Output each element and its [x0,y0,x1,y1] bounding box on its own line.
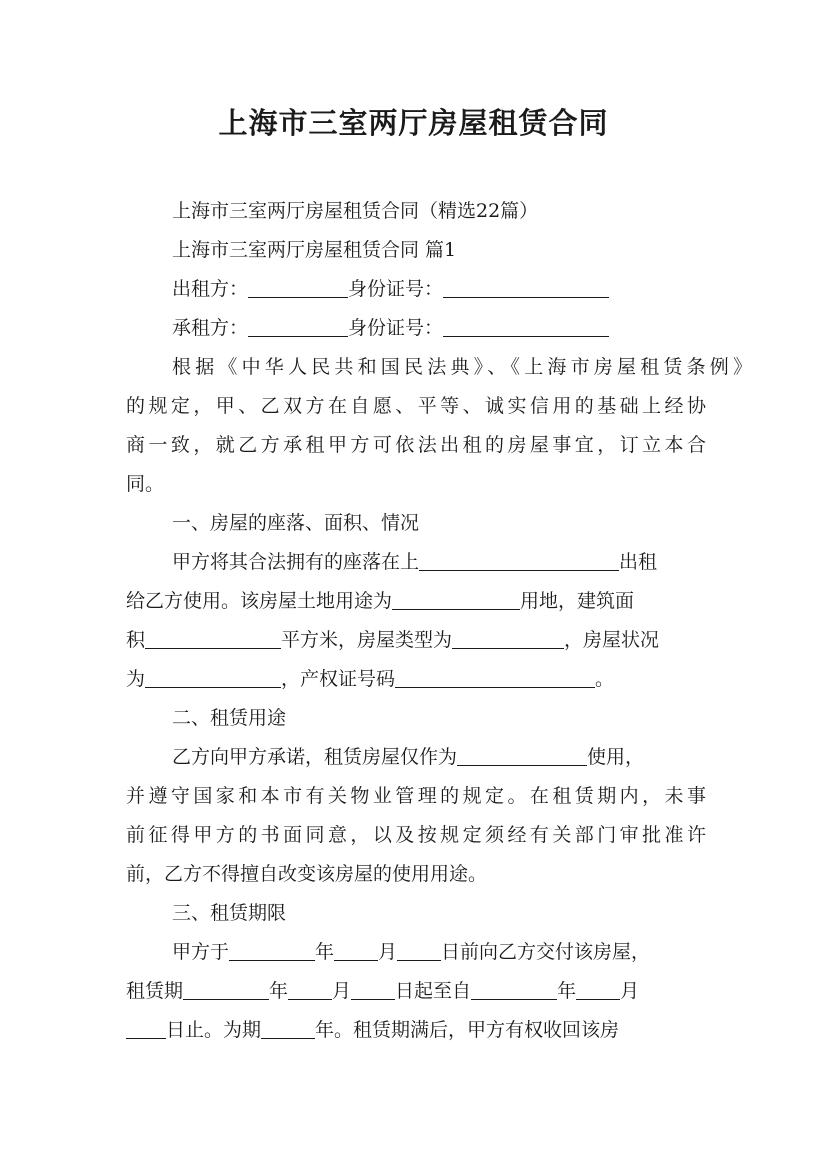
p2-text-b: 使用， [587,746,645,768]
document-subtitle: 上海市三室两厅房屋租赁合同（精选22篇） [172,200,539,222]
p1-line-1 [126,545,752,579]
start-month-blank [288,979,332,1000]
p3-line-1 [126,935,752,969]
p3-line-2 [126,974,706,1008]
house-condition-blank [145,667,281,688]
start-day-blank [351,979,395,1000]
lessor-line [126,272,752,306]
p2-line-4: 前，乙方不得擅自改变该房屋的使用用途。 [126,863,488,885]
p1-text-f: 平方米，房屋类型为 [281,629,453,651]
p1-text-j: 。 [595,668,615,690]
delivery-day-blank [397,940,441,961]
p1-text-b: 出租 [619,551,658,573]
p1-text-a: 甲方将其合法拥有的座落在上 [172,551,420,573]
p3-text-e: 日止。为期 [166,1019,262,1041]
p3-year-3: 年 [557,980,577,1002]
start-year-blank [183,979,269,1000]
p1-text-i: ，产权证号码 [281,668,396,690]
intro-line-3: 商一致，就乙方承租甲方可依法出租的房屋事宜，订立本合 [126,434,706,456]
end-day-blank [126,1018,166,1039]
lessee-blank [248,316,348,337]
lessor-blank [248,277,348,298]
p3-text-f: 年。租赁期满后，甲方有权收回该房 [315,1019,620,1041]
p2-line-1 [126,740,752,774]
p2-line-2: 并遵守国家和本市有关物业管理的规定。在租赁期内，未事 [126,785,706,807]
lessee-line [126,311,752,345]
p3-month-2: 月 [332,980,352,1002]
lessee-label: 承租方： [172,317,249,339]
lessor-id-label: 身份证号： [348,278,444,300]
lessee-id-label: 身份证号： [348,317,444,339]
end-month-blank [576,979,620,1000]
p3-text-c: 租赁期 [126,980,184,1002]
p3-text-b: 日前向乙方交付该房屋， [441,941,651,963]
delivery-year-blank [229,940,315,961]
purpose-blank [457,745,587,766]
document-title: 上海市三室两厅房屋租赁合同 [218,106,609,140]
p1-line-3 [126,623,706,657]
p3-text-d: 日起至自 [395,980,472,1002]
p3-line-3 [126,1013,706,1047]
p3-text-a: 甲方于 [172,941,230,963]
house-type-blank [452,628,564,649]
certificate-blank [395,667,595,688]
heading-1: 一、房屋的座落、面积、情况 [172,512,420,534]
land-use-blank [392,589,520,610]
p1-line-2 [126,584,706,618]
heading-2: 二、租赁用途 [172,707,287,729]
p3-month-1: 月 [378,941,398,963]
delivery-month-blank [334,940,378,961]
p1-text-e: 积 [126,629,146,651]
heading-3: 三、租赁期限 [172,902,287,924]
lessor-id-blank [443,277,609,298]
p2-line-3: 前征得甲方的书面同意，以及按规定须经有关部门审批准许 [126,824,706,846]
intro-line-2: 的规定，甲、乙双方在自愿、平等、诚实信用的基础上经协 [126,395,706,417]
location-blank [419,550,619,571]
p1-text-h: 为 [126,668,146,690]
lessor-label: 出租方： [172,278,249,300]
intro-line-4: 同。 [126,473,165,495]
lessee-id-blank [443,316,609,337]
end-year-blank [471,979,557,1000]
p1-text-c: 给乙方使用。该房屋土地用途为 [126,590,393,612]
p2-text-a: 乙方向甲方承诺，租赁房屋仅作为 [172,746,458,768]
p1-text-g: ，房屋状况 [564,629,660,651]
p1-line-4 [126,662,706,696]
p3-year-1: 年 [315,941,335,963]
p3-month-3: 月 [620,980,640,1002]
p1-text-d: 用地，建筑面 [520,590,635,612]
section-title: 上海市三室两厅房屋租赁合同 篇1 [172,239,457,261]
area-blank [145,628,281,649]
intro-line-1: 根据《中华人民共和国民法典》、《上海市房屋租赁条例》 [172,356,752,378]
term-years-blank [261,1018,315,1039]
p3-year-2: 年 [269,980,289,1002]
